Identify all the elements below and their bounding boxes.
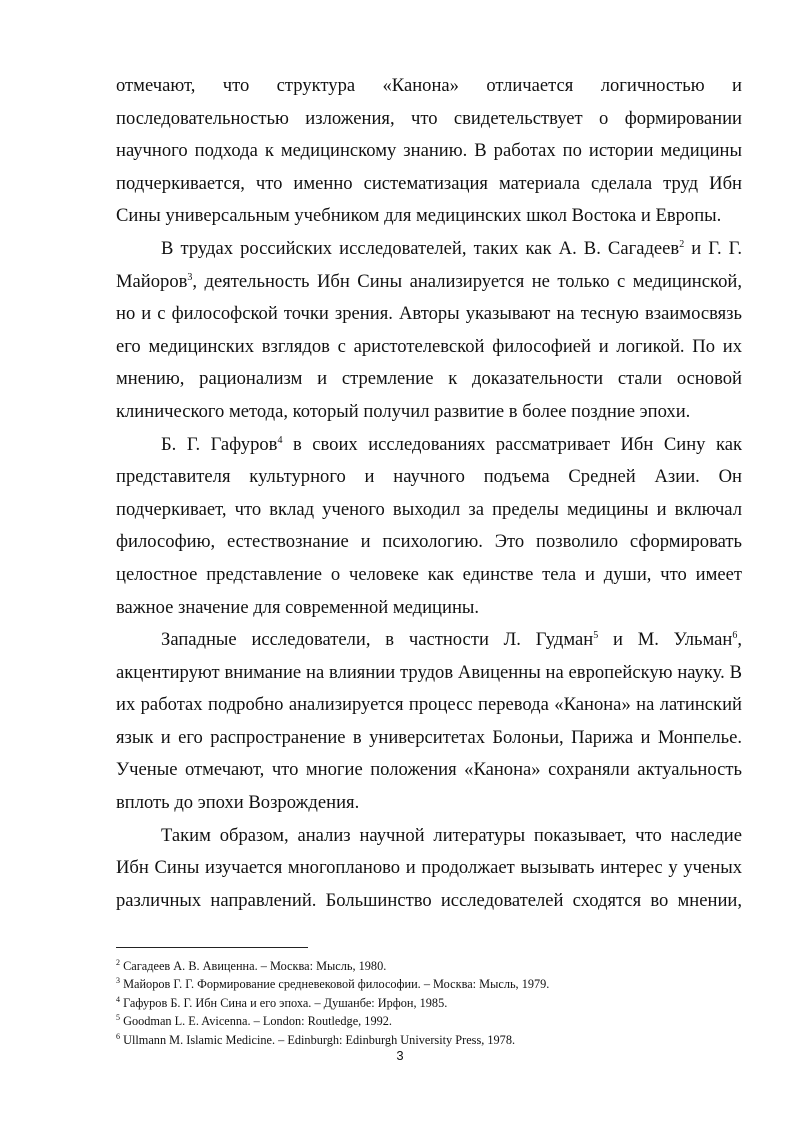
paragraph-2-text-2: и Г. Г. Майоров [116, 237, 742, 292]
footnote-text: Ullmann M. Islamic Medicine. – Edinburgh: Edinburgh University Press, 1978. [120, 1032, 516, 1047]
footnote-ref-3[interactable]: 3 [187, 271, 193, 283]
paragraph-2 [116, 233, 742, 429]
footnote-6 [116, 1031, 756, 1049]
paragraph-3-text-1: Б. Г. Гафуров [161, 433, 278, 455]
footnote-number: 2 [116, 957, 120, 967]
footnote-number: 3 [116, 976, 120, 986]
paragraph-4-text-3: , акцентируют внимание на влиянии трудов Авиценны на европейскую науку. В их работах подробно анализируется процесс перевода «Канона» на латинский язык и его распространение в университетах Болоньи, Парижа и Монпелье. Ученые отмечают, что многие положения «Канона» сохраняли актуальность вплоть до эпохи Возрождения. [116, 629, 742, 814]
paragraph-1: отмечают, что структура «Канона» отличается логичностью и последовательностью изложения, что свидетельствует о формировании научного подхода к медицинскому знанию. В работах по истории медицины подчеркивается, что именно систематизация материала сделала труд Ибн Сины универсальным учебником для медицинских школ Востока и Европы. [116, 75, 742, 227]
paragraph-4 [116, 624, 742, 820]
footnote-number: 4 [116, 994, 120, 1004]
paragraph-2-text-1: В трудах российских исследователей, таких как А. В. Сагадеев [161, 237, 680, 259]
footnote-5 [116, 1012, 756, 1030]
document-body [116, 70, 742, 917]
footnote-2 [116, 957, 756, 975]
footnotes [116, 957, 756, 1049]
footnote-text: Сагадеев А. В. Авиценна. – Москва: Мысль, 1980. [120, 959, 387, 973]
footnote-number: 5 [116, 1013, 120, 1023]
footnote-ref-2[interactable]: 2 [679, 238, 685, 250]
footnote-ref-5[interactable]: 5 [593, 629, 599, 641]
paragraph-4-text-1: Западные исследователи, в частности Л. Гудман [161, 629, 594, 651]
paragraph-4-text-2: и М. Ульман [598, 629, 733, 651]
footnote-text: Гафуров Б. Г. Ибн Сина и его эпоха. – Душанбе: Ирфон, 1985. [120, 995, 448, 1010]
footnote-4 [116, 994, 756, 1012]
footnote-3 [116, 975, 756, 993]
paragraph-3 [116, 429, 742, 625]
paragraph-3-text-2: в своих исследованиях рассматривает Ибн Сину как представителя культурного и научного подъема Средней Азии. Он подчеркивает, что вклад ученого выходил за пределы медицины и включал философию, естествознание и психологию. Это позволило сформировать целостное представление о человеке как единстве тела и души, что имеет важное значение для современной медицины. [116, 433, 743, 618]
footnote-separator [116, 947, 308, 948]
footnote-text: Goodman L. E. Avicenna. – London: Routledge, 1992. [120, 1014, 392, 1029]
paragraph-5: Таким образом, анализ научной литературы показывает, что наследие Ибн Сины изучается многопланово и продолжает вызывать интерес у ученых различных направлений. Большинство исследователей сходятся во мнении, [116, 824, 742, 911]
footnote-ref-6[interactable]: 6 [732, 629, 738, 641]
page-number: 3 [396, 1048, 404, 1063]
footnote-text: Майоров Г. Г. Формирование средневековой философии. – Москва: Мысль, 1979. [120, 977, 550, 992]
paragraph-2-text-3: , деятельность Ибн Сины анализируется не только с медицинской, но и с философской точки зрения. Авторы указывают на тесную взаимосвязь его медицинских взглядов с аристотелевской философией и логикой. По их мнению, рационализм и стремление к доказательности стали основой клинического метода, который получил развитие в более поздние эпохи. [116, 270, 742, 422]
footnote-ref-4[interactable]: 4 [277, 434, 283, 446]
footnote-number: 6 [116, 1031, 120, 1041]
